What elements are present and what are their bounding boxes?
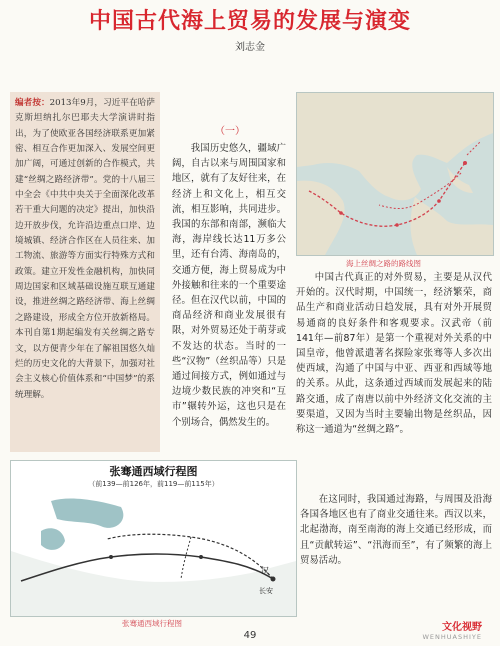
- map2-subtitle: （前139—前126年，前119—前115年）: [88, 480, 219, 488]
- map2-caption: 张骞通西域行程图: [122, 619, 182, 628]
- section-marker: （一）: [215, 126, 245, 137]
- silk-road-sea-map: [296, 92, 494, 256]
- section-one-text: 我国历史悠久，疆域广阔，自古以来与周围国家和地区，就有了友好往来，在经济上和文化上，相互交流，相互影响，共同进步。我国的东部和南部，濒临大海，海岸线长达11万多公里，还有台湾、海南岛的，交通方便，海上贸易成为中外接触和往来的一个重要途径。但在汉代以前，中国的商品经济和商业发展很有限，对外贸易还处于萌芽或不发达的状态。当时的一些“汉物”（丝织品等）只是通过间接方式，例如通过与边境少数民族的冲突和“互市”辗转外运，这也只是在个别场合，偶然发生的。: [172, 143, 286, 428]
- brand-cn: 文化视野: [442, 622, 482, 633]
- editor-note-text: 2013年9月，习近平在哈萨克斯坦纳扎尔巴耶夫大学演讲时指出，为了使欧亚各国经济联系更加紧密、相互合作更加深入、发展空间更加广阔，可通过创新的合作模式，共建“丝绸之路经济带”。党的十八届三中全会《中共中央关于全面深化改革若干重大问题的决定》提出，加快沿边开放步伐，允许沿边重点口岸、边境城镇、经济合作区在人员往来、加工物流、旅游等方面实行特殊方式和政策。建立开发性金融机构，加快同周边国家和区域基础设施互联互通建设，推进丝绸之路经济带、海上丝绸之路建设，形成全方位开放新格局。本刊自第1期起编发有关丝绸之路专文，以方便青少年在了解祖国悠久灿烂的历史文化的大背景下，加强对社会主义核心价值体系和“中国梦”的系统理解。: [15, 98, 155, 400]
- map2-label-b: 长安: [259, 587, 273, 595]
- page-number: 49: [243, 630, 257, 641]
- bottom-right-text: 在这同时，我国通过海路，与周围及沿海各国各地区也有了商业交通往来。西汉以来，北起渤海，南至南海的海上交通已经形成，而且“贡献转运”、“汛海而至”，有了频繁的海上贸易活动。: [300, 494, 492, 566]
- brand-en: WENHUASHIYE: [422, 633, 482, 641]
- right-column-text: 中国古代真正的对外贸易，主要是从汉代开始的。汉代时期，中国统一，经济繁荣，商品生产和商业活动日趋发展，具有对外开展贸易通商的良好条件和客观要求。汉武帝（前141年—前87年）是第一个重视对外关系的中国皇帝，他曾派遣著名探险家张骞等人多次出使西域，沟通了中国与中亚、西亚和西域等地的关系。从此，这条通过西域而发展起来的陆路交通，成了南唐以前中外经济文化交流的主要渠道，又因为当时主要输出物是丝织品，因称这一通道为“丝绸之路”。: [296, 272, 492, 436]
- page-title: 中国古代海上贸易的发展与演变: [88, 9, 411, 34]
- map2-title: 张骞通西域行程图: [109, 465, 198, 478]
- editor-note-label: 编者按：: [15, 98, 50, 108]
- zhang-qian-route-map: [10, 460, 297, 617]
- map2-label-a: 汉: [261, 566, 269, 575]
- editor-note: [10, 92, 160, 452]
- author: 刘志金: [235, 42, 265, 53]
- map1-caption: 海上丝绸之路的路线图: [346, 259, 421, 268]
